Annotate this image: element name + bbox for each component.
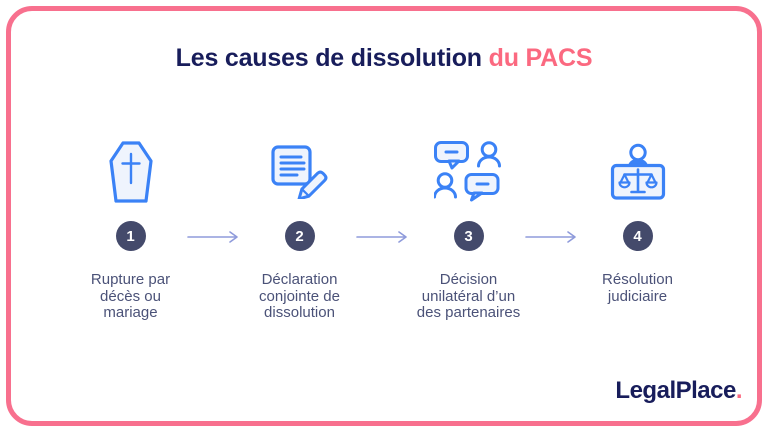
step-column xyxy=(553,136,722,305)
step-column xyxy=(46,136,215,322)
step-column xyxy=(215,136,384,322)
step-number-badge: 4 xyxy=(623,221,653,251)
step-label: Rupture par décès ou mariage xyxy=(90,271,171,321)
coffin-icon xyxy=(46,136,215,208)
arrow-right-icon xyxy=(524,230,582,244)
partners-discussion-icon xyxy=(384,136,553,208)
arrow-right-icon xyxy=(355,230,413,244)
judge-scales-icon xyxy=(553,136,722,208)
step-column xyxy=(384,136,553,322)
step-label: Déclaration conjointe de dissolution xyxy=(259,271,340,321)
page-title xyxy=(0,44,768,73)
title-text: Les causes de dissolution xyxy=(175,44,489,72)
logo-dot: . xyxy=(735,377,742,404)
step-number-badge: 2 xyxy=(285,221,315,251)
step-number-badge: 1 xyxy=(116,221,146,251)
logo-text: LegalPlace xyxy=(615,377,736,404)
arrow-right-icon xyxy=(186,230,244,244)
step-number-badge: 3 xyxy=(454,221,484,251)
step-label: Décision unilatéral d’un des partenaires xyxy=(416,271,521,321)
document-pencil-icon xyxy=(215,136,384,208)
legalplace-logo xyxy=(615,377,742,405)
step-label: Résolution judiciaire xyxy=(602,271,673,305)
title-highlight: du PACS xyxy=(488,44,593,72)
